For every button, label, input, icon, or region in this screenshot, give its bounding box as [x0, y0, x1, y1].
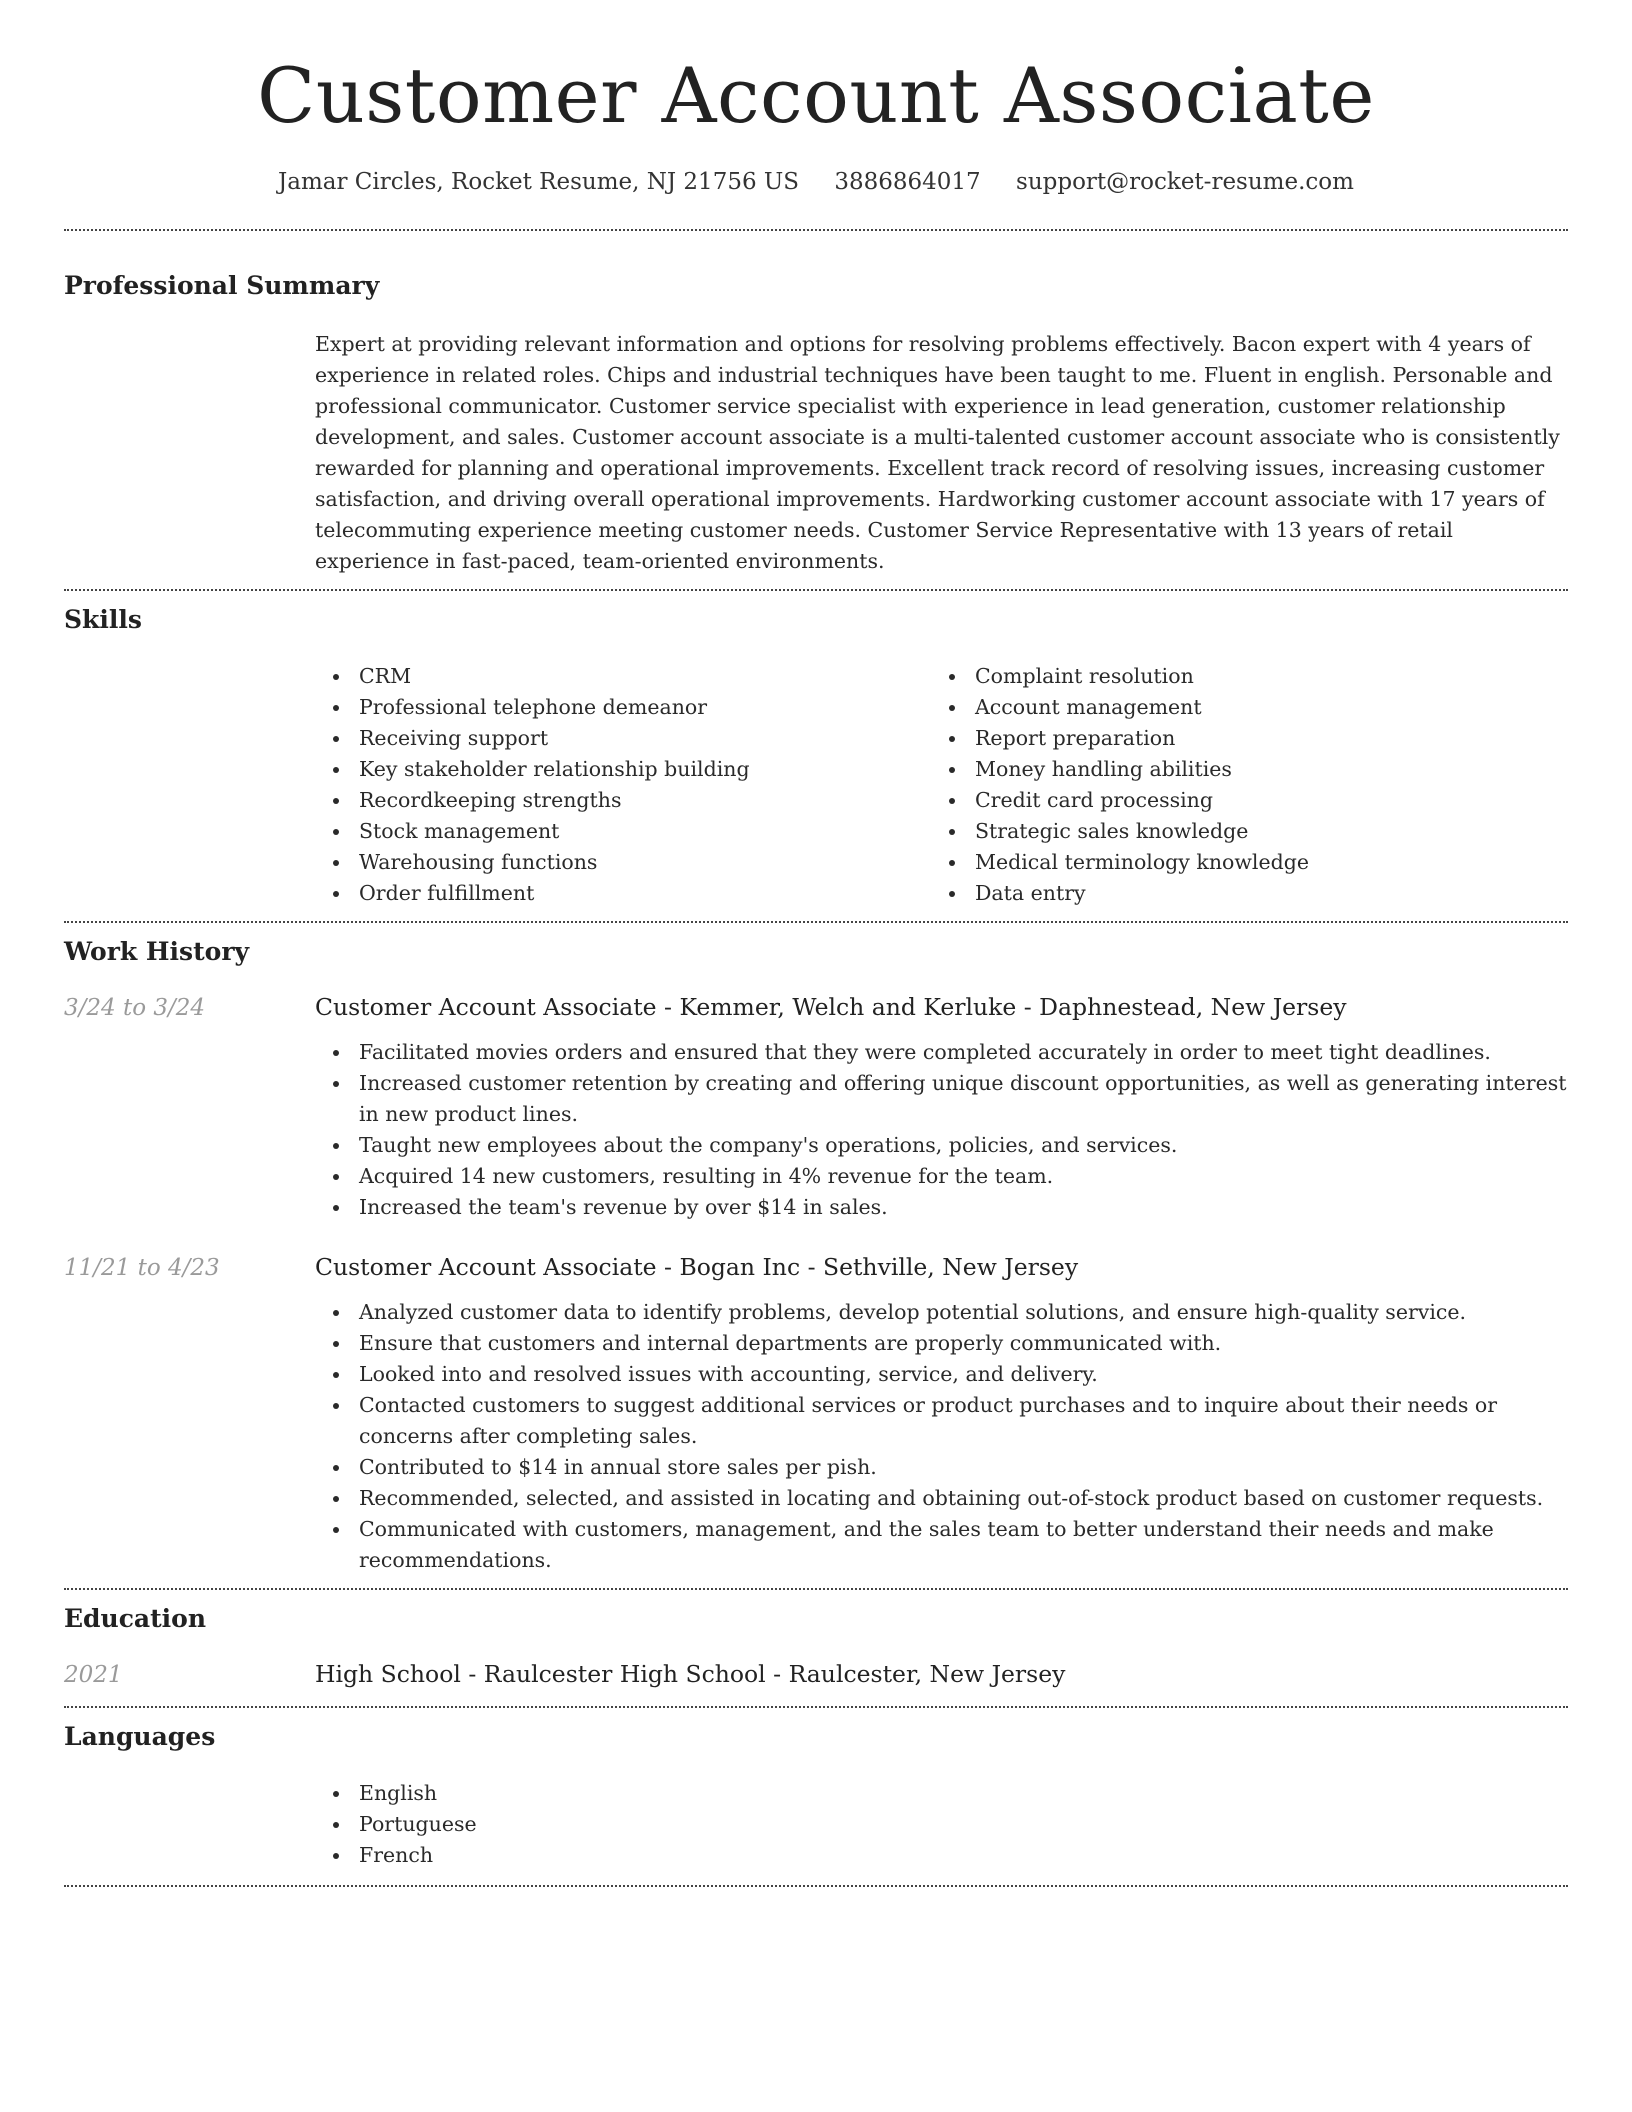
- skill-item: Receiving support: [315, 723, 931, 754]
- education-entry: [64, 1660, 1568, 1688]
- work-bullet: Increased customer retention by creating and offering unique discount opportunities, as well as generating interest in new product lines.: [315, 1068, 1568, 1130]
- skill-item: Report preparation: [931, 723, 1547, 754]
- section-title-education: Education: [64, 1604, 207, 1634]
- language-item: French: [315, 1840, 1568, 1871]
- resume-header: [64, 0, 1568, 195]
- section-divider: [64, 1588, 1568, 1590]
- education-year: 2021: [64, 1662, 123, 1689]
- skill-item: CRM: [315, 661, 931, 692]
- section-title-work: Work History: [64, 937, 250, 967]
- summary-text: Expert at providing relevant information and options for resolving problems effectively. Bacon expert with 4 years of experience in related roles. Chips and industrial techniques have been taught to me. Fluent in english. Personable and professional communicator. Customer service specialist with experience in lead generation, customer relationship development, and sales. Customer account associate is a multi-talented customer account associate who is consistently rewarded for planning and operational improvements. Excellent track record of resolving issues, increasing customer satisfaction, and driving overall operational improvements. Hardworking customer account associate with 17 years of telecommuting experience meeting customer needs. Customer Service Representative with 13 years of retail experience in fast-paced, team-oriented environments.: [315, 332, 1560, 574]
- work-entry-header: [64, 1253, 1568, 1281]
- work-heading: Customer Account Associate - Kemmer, Welch and Kerluke - Daphnestead, New Jersey: [315, 993, 1347, 1022]
- skill-item: Key stakeholder relationship building: [315, 754, 931, 785]
- language-item: English: [315, 1778, 1568, 1809]
- work-bullet: Increased the team's revenue by over $14 in sales.: [315, 1192, 1568, 1223]
- skill-item: Professional telephone demeanor: [315, 692, 931, 723]
- contact-phone: 3886864017: [834, 169, 981, 196]
- work-entry-header: [64, 993, 1568, 1021]
- section-divider: [64, 1706, 1568, 1708]
- section-title-summary: Professional Summary: [64, 271, 380, 301]
- skill-item: Medical terminology knowledge: [931, 847, 1547, 878]
- skill-item: Stock management: [315, 816, 931, 847]
- work-bullet: Contacted customers to suggest additional services or product purchases and to inquire about their needs or concerns after completing sales.: [315, 1390, 1568, 1452]
- section-divider: [64, 229, 1568, 231]
- work-entry: [64, 1253, 1568, 1576]
- work-bullet: Facilitated movies orders and ensured that they were completed accurately in order to meet tight deadlines.: [315, 1037, 1568, 1068]
- work-bullet: Looked into and resolved issues with accounting, service, and delivery.: [315, 1359, 1568, 1390]
- work-bullets: [315, 1037, 1568, 1223]
- work-bullet: Acquired 14 new customers, resulting in 4% revenue for the team.: [315, 1161, 1568, 1192]
- skill-item: Complaint resolution: [931, 661, 1547, 692]
- work-bullet: Taught new employees about the company's operations, policies, and services.: [315, 1130, 1568, 1161]
- languages-list: [315, 1778, 1568, 1871]
- work-bullet: Analyzed customer data to identify problems, develop potential solutions, and ensure high-quality service.: [315, 1297, 1568, 1328]
- skill-item: Recordkeeping strengths: [315, 785, 931, 816]
- skill-item: Strategic sales knowledge: [931, 816, 1547, 847]
- section-divider: [64, 589, 1568, 591]
- section-title-languages: Languages: [64, 1722, 216, 1752]
- education-heading: High School - Raulcester High School - Raulcester, New Jersey: [315, 1660, 1066, 1689]
- skill-item: Credit card processing: [931, 785, 1547, 816]
- skill-item: Money handling abilities: [931, 754, 1547, 785]
- contact-line: [64, 169, 1568, 195]
- skill-item: Account management: [931, 692, 1547, 723]
- skills-list-right: [931, 661, 1547, 909]
- work-heading: Customer Account Associate - Bogan Inc - Sethville, New Jersey: [315, 1253, 1079, 1282]
- section-divider: [64, 1885, 1568, 1887]
- language-item: Portuguese: [315, 1809, 1568, 1840]
- candidate-name: Customer Account Associate: [257, 51, 1375, 140]
- contact-email: support@rocket-resume.com: [1016, 169, 1354, 196]
- section-title-skills: Skills: [64, 605, 142, 635]
- section-divider: [64, 921, 1568, 923]
- work-bullet: Recommended, selected, and assisted in locating and obtaining out-of-stock product based on customer requests.: [315, 1483, 1568, 1514]
- contact-address: Jamar Circles, Rocket Resume, NJ 21756 US: [278, 169, 800, 196]
- skill-item: Order fulfillment: [315, 878, 931, 909]
- skill-item: Warehousing functions: [315, 847, 931, 878]
- skills-columns: [315, 661, 1568, 909]
- work-bullet: Ensure that customers and internal departments are properly communicated with.: [315, 1328, 1568, 1359]
- work-bullet: Communicated with customers, management, and the sales team to better understand their needs and make recommendations.: [315, 1514, 1568, 1576]
- skills-list-left: [315, 661, 931, 909]
- work-dates: 3/24 to 3/24: [64, 995, 206, 1022]
- work-entry: [64, 993, 1568, 1223]
- work-bullet: Contributed to $14 in annual store sales per pish.: [315, 1452, 1568, 1483]
- work-dates: 11/21 to 4/23: [64, 1255, 220, 1282]
- skill-item: Data entry: [931, 878, 1547, 909]
- work-bullets: [315, 1297, 1568, 1576]
